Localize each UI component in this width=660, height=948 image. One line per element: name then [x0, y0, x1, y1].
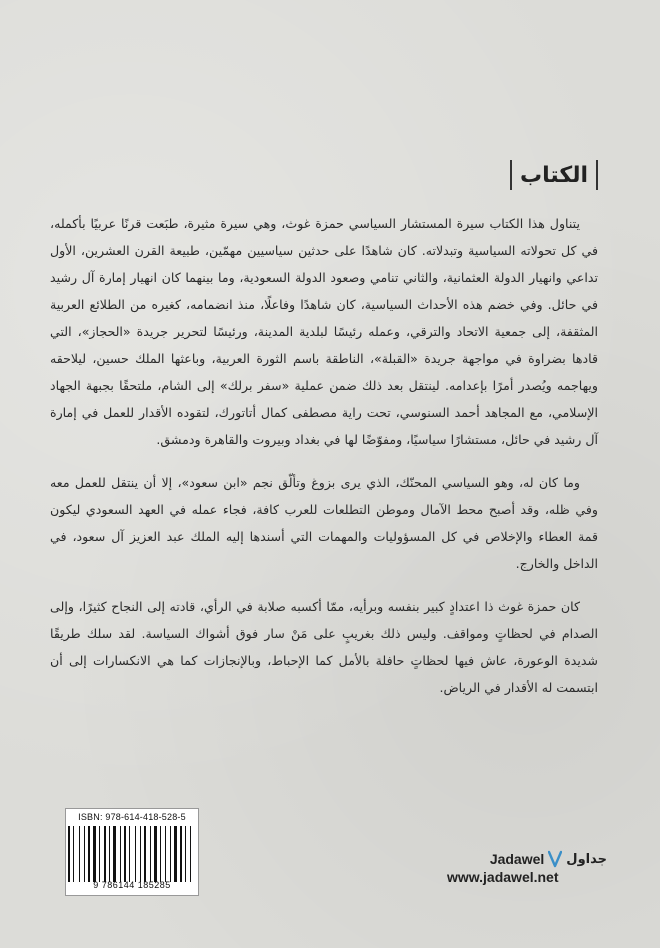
barcode-icon	[66, 824, 198, 882]
barcode-bar	[68, 826, 70, 882]
barcode-bar	[150, 826, 151, 882]
barcode-bar	[165, 826, 166, 882]
publisher-block	[447, 850, 607, 885]
barcode-bar	[111, 826, 112, 882]
barcode-bar	[154, 826, 157, 882]
barcode-bar	[84, 826, 85, 882]
barcode-bar	[142, 826, 143, 882]
barcode-bar	[192, 826, 195, 882]
paragraph-3: كان حمزة غوث ذا اعتدادٍ كبير بنفسه وبرأيه، ممّا أكسبه صلابة في الرأي، قادته إلى النجاح كثيرًا، وإلى الصدام في لحظاتٍ ومواقف. وليس ذلك بغريبٍ على مَنْ سار فوق أشواك السياسة. لقد سلك طريقًا شديدة الوعورة، عاش فيها لحظاتٍ حافلة بالأمل كما الإحباط، وبالإنجازات كما هي الانكسارات إلى أن ابتسمت له الأقدار في الرياض.	[50, 599, 598, 695]
barcode-bar	[158, 826, 159, 882]
barcode-bar	[81, 826, 83, 882]
barcode-bar	[131, 826, 134, 882]
publisher-url: www.jadawel.net	[447, 869, 559, 885]
barcode-bar	[86, 826, 87, 882]
barcode-bar	[120, 826, 121, 882]
barcode-bar	[140, 826, 141, 882]
barcode-bar	[187, 826, 189, 882]
barcode-bar	[99, 826, 100, 882]
publisher-name-ar: جداول	[566, 851, 607, 867]
barcode-bar	[129, 826, 130, 882]
section-heading	[510, 160, 598, 190]
barcode-bar	[79, 826, 80, 882]
barcode-bar	[170, 826, 171, 882]
barcode-bar	[152, 826, 153, 882]
barcode-bar	[97, 826, 98, 882]
barcode-bar	[124, 826, 126, 882]
barcode-bar	[147, 826, 149, 882]
publisher-logo-icon	[548, 850, 562, 868]
barcode-bar	[73, 826, 74, 882]
barcode-bar	[185, 826, 186, 882]
barcode-bar	[109, 826, 110, 882]
barcode-bar	[190, 826, 191, 882]
barcode-bar	[162, 826, 164, 882]
barcode-bar	[88, 826, 90, 882]
barcode-bar	[91, 826, 92, 882]
barcode-bar	[178, 826, 179, 882]
barcode-bar	[71, 826, 72, 882]
publisher-name-en: Jadawel	[489, 851, 545, 867]
barcode-bar	[144, 826, 146, 882]
barcode-bar	[122, 826, 123, 882]
barcode-bar	[75, 826, 78, 882]
isbn-label: ISBN: 978-614-418-528-5	[78, 812, 186, 822]
barcode-bar	[160, 826, 161, 882]
barcode-bar	[135, 826, 136, 882]
barcode-bar	[180, 826, 182, 882]
heading-bar-left	[510, 160, 512, 190]
barcode-bar	[117, 826, 119, 882]
paragraph-2: وما كان له، وهو السياسي المحنّك، الذي يرى بزوغ وتألّق نجم «ابن سعود»، إلا أن ينتقل للعمل معه وفي ظله، وقد أصبح محط الآمال وموطن التطلعات للعرب كافة، فجاء عمله في العهد السعودي ليكون قمة العطاء والإخلاص في كل المسؤوليات والمهمات التي أسندها إليه الملك عبد العزيز آل سعود، في الداخل والخارج.	[50, 475, 598, 571]
isbn-barcode-box	[65, 808, 199, 896]
barcode-bar	[101, 826, 103, 882]
barcode-bar	[183, 826, 184, 882]
paragraph-1: يتناول هذا الكتاب سيرة المستشار السياسي حمزة غوث، وهي سيرة مثيرة، طبَعت قرنًا عربيًا بأكمله، في كل تحولاته السياسية وتبدلاته. كان شاهدًا على حدثين سياسيين مهمّين، طبيعة القرن العشرين، الأول تداعي وانهيار الدولة العثمانية، والثاني تنامي وصعود الدولة السعودية، وما بينهما كان انهيار إمارة آل رشيد في حائل. وفي خضم هذه الأحداث السياسية، كان شاهدًا وفاعلًا، منذ انضمامه، كغيره من الطلائع العربية المثقفة، إلى جمعية الاتحاد والترقي، وعمله رئيسًا لبلدية المدينة، ورئيسًا لتحرير جريدة «الحجاز»، التي قادها بضراوة في مواجهة جريدة «القبلة»، الناطقة باسم الثورة العربية، وباعثها الملك حسين، ليلاحقه ويهاجمه ويُصدر أمرًا بإعدامه. لينتقل بعد ذلك ضمن عملية «سفر برلك» إلى الشام، ملتحقًا بجبهة الجهاد الإسلامي، مع المجاهد أحمد السنوسي، تحت راية مصطفى كمال أتاتورك، لتقوده الأقدار للعمل في إمارة آل رشيد في حائل، مستشارًا سياسيًا، ومفوّضًا لها في بغداد وبيروت والقاهرة ودمشق.	[50, 216, 598, 447]
barcode-bar	[167, 826, 169, 882]
barcode-bar	[93, 826, 96, 882]
barcode-bar	[137, 826, 139, 882]
barcode-bar	[113, 826, 116, 882]
heading-bar-right	[596, 160, 598, 190]
barcode-digits: 9 786144 185285	[93, 880, 171, 890]
heading-text: الكتاب	[520, 162, 588, 188]
barcode-bar	[172, 826, 173, 882]
barcode-bar	[127, 826, 128, 882]
barcode-bar	[107, 826, 108, 882]
book-description	[50, 210, 598, 717]
barcode-bar	[174, 826, 177, 882]
barcode-bar	[104, 826, 106, 882]
